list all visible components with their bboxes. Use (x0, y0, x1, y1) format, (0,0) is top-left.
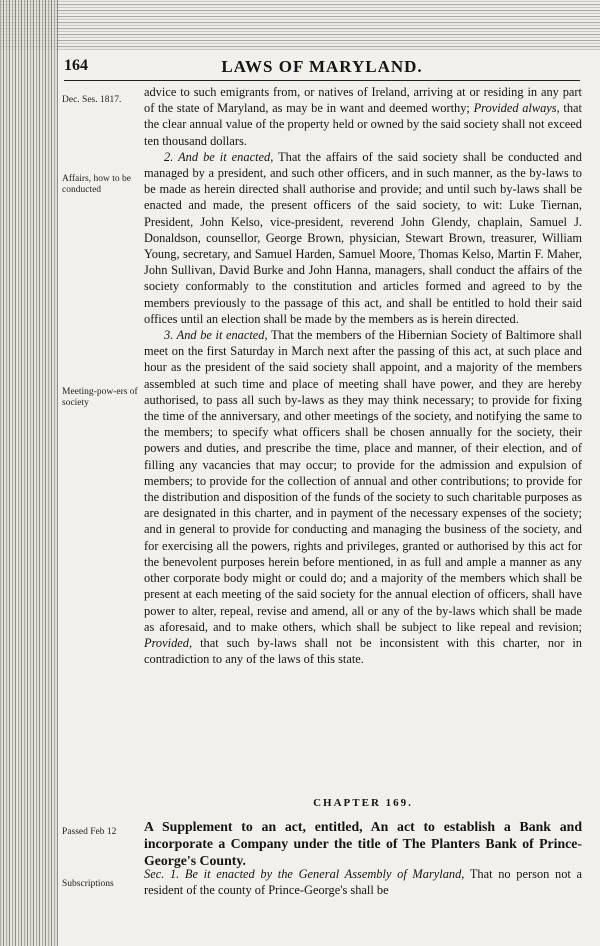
section-1-lead: Sec. 1. Be it enacted by the General Assembly of Maryland, (144, 867, 465, 881)
section-3-lead: 3. And be it enacted, (164, 328, 268, 343)
paragraph-1-text: advice to such emigrants from, or natives of Ireland, arriving at or residing in any part of the state of Maryland, as may be in want and deemed worthy; (144, 85, 582, 116)
section-3-end: that such by-laws shall not be inconsistent with this charter, nor in contradiction to any of the laws of this state. (144, 635, 583, 667)
paragraph-2 (144, 149, 582, 327)
header-rule (64, 80, 580, 81)
running-title: LAWS OF MARYLAND. (221, 57, 423, 76)
paragraph-3 (144, 327, 582, 667)
margin-note-passed: Passed Feb 12 (62, 827, 117, 837)
supplement-title: A Supplement to an act, entitled, An act to establish a Bank and incorporate a Company under the title of The Planters Bank of Prince-George's County. (144, 819, 582, 868)
scan-noise-top (0, 0, 600, 50)
chapter-heading: CHAPTER 169. (313, 797, 413, 809)
page-number: 164 (64, 57, 88, 74)
paragraph-1-proviso: Provided always, (473, 101, 560, 116)
section-2-lead: 2. And be it enacted, (164, 149, 274, 164)
section-1 (144, 866, 582, 898)
margin-note-subscriptions: Subscriptions (62, 879, 114, 889)
section-2-text: That the affairs of the said society shall be conducted and managed by a president, and such other officers, and in such manner, as the by-laws to be made as herein directed shall authorise and provide; and until such by-laws shall be enacted and made, the present officers of the said society, to wit: Luke Tiernan, President, John Kelso, vice-president, reverend John Glendy, chaplain, Samuel J. Donaldson, counsellor, George Brown, physician, Stewart Brown, treasurer, William Young, secretary, and Samuel Harden, Samuel Moore, Thomas Kelso, Martin F. Maher, John Sullivan, David Burke and John Hanna, managers, shall conduct the affairs of the society conformably to the constitution and articles formed and agreed to by the members previously to the passage of this act, and shall be entitled to hold their said offices until an election shall be made by the members as is herein directed. (144, 149, 582, 326)
scan-noise-left (0, 0, 58, 946)
paragraph-1-end: that the clear annual value of the property held or owned by the said society shall not exceed ten thousand dollars. (144, 101, 582, 148)
margin-note-affairs: Affairs, how to be conducted (62, 174, 131, 195)
margin-note-meeting-powers: Meeting-pow-ers of society (62, 387, 138, 408)
section-1-text: That no person not a resident of the county of Prince-George's shall be (144, 867, 583, 898)
act-body (144, 84, 582, 667)
section-3-text: That the members of the Hibernian Society of Baltimore shall meet on the first Saturday in March next after the passing of this act, at such place and hour as the president of the said society shall appoint, and a majority of the members assembled at such time and place of meeting shall have power, and they are hereby authorised, to pass all such by-laws as they may think necessary; to provide for fixing the time of the anniversary, and other meetings of the society, and notifying the same to the members; to specify what officers shall be chosen annually for the society, their powers and duties, and prescribe the time, place and manner, of their election, and of filling any vacancies that may occur; to provide for the admission and expulsion of members; to provide for the collection of annual and other contributions; to provide for the distribution and disposition of the funds of the society to such charitable purposes as are designated in this charter, and in payment of the necessary expenses of the society; and in general to provide for conducting and managing the business of the society, and for exercising all the powers, rights and privileges, granted or authorised by this act for the benevolent purposes herein before mentioned, in as full and ample a manner as any other corporate body might or could do; and a majority of the members which shall be present at each meeting of the said society for the annual election of officers, shall have power to alter, repeal, revise and amend, all or any of the by-laws which shall be made as aforesaid, and to make others, which shall be subject to like repeal and revision; (144, 328, 583, 634)
section-3-proviso: Provided, (144, 635, 193, 650)
page-header (64, 57, 580, 79)
paragraph-1 (144, 84, 582, 149)
margin-note-session: Dec. Ses. 1817. (62, 95, 122, 105)
